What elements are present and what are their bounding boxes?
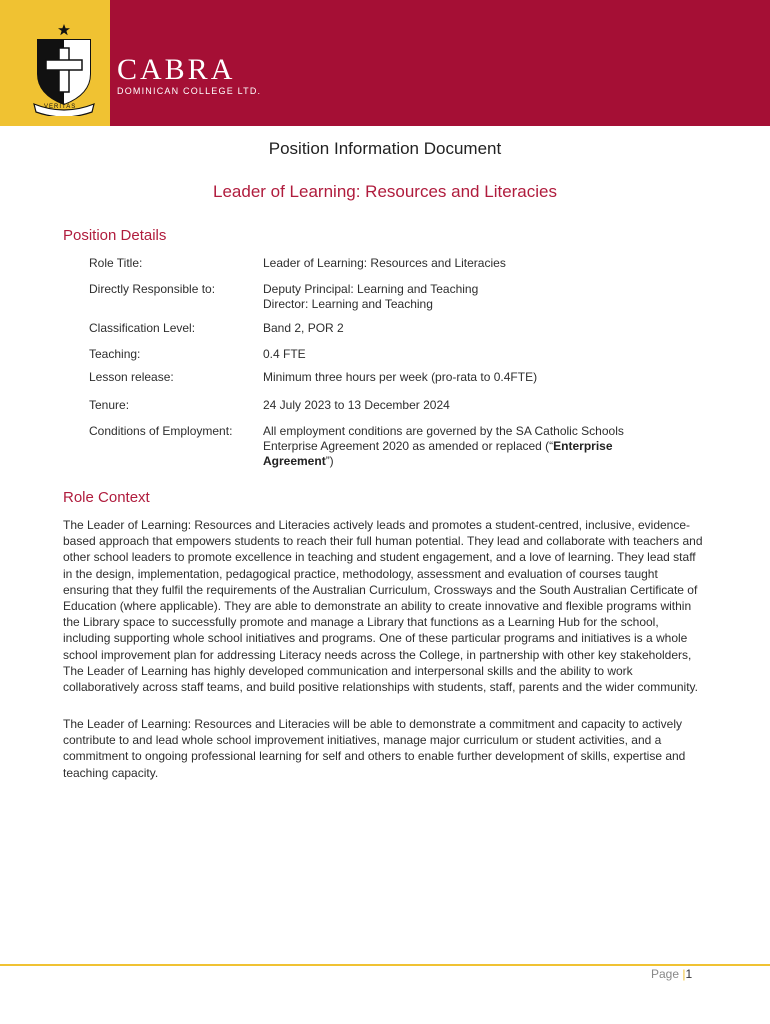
detail-label: Conditions of Employment: — [89, 424, 233, 438]
detail-label: Teaching: — [89, 347, 141, 361]
detail-value: 0.4 FTE — [263, 347, 306, 361]
detail-value: 24 July 2023 to 13 December 2024 — [263, 398, 450, 412]
conditions-text-end: ”) — [325, 454, 334, 468]
brand-name: CABRA — [117, 53, 236, 86]
header-banner — [0, 0, 770, 126]
role-context-heading: Role Context — [63, 489, 150, 506]
header-gold-panel — [0, 0, 110, 126]
detail-value — [263, 282, 663, 312]
detail-label: Lesson release: — [89, 370, 174, 384]
brand-block — [117, 53, 261, 96]
position-details-heading: Position Details — [63, 227, 167, 244]
crest-motto: VERITAS — [44, 104, 77, 110]
page-number — [651, 967, 692, 981]
brand-subtitle: DOMINICAN COLLEGE LTD. — [117, 86, 262, 96]
page-label: Page — [651, 967, 680, 981]
role-context-paragraph-2: The Leader of Learning: Resources and Literacies will be able to demonstrate a commitment and capacity to actively contribute to and lead whole school improvement initiatives, manage major curriculum or student activities, and a commitment to ongoing professional learning for self and others to enable further development of skills, expertise and teaching capacity. — [63, 717, 686, 780]
detail-value: Band 2, POR 2 — [263, 321, 344, 335]
detail-value — [263, 424, 653, 469]
enterprise-agreement-term: Enterprise Agreement — [263, 439, 613, 468]
college-crest-icon — [28, 22, 100, 116]
footer-divider — [0, 964, 770, 966]
page-number-value: 1 — [685, 967, 693, 981]
detail-label: Classification Level: — [89, 321, 196, 335]
detail-label: Directly Responsible to: — [89, 282, 216, 296]
role-title-heading: Leader of Learning: Resources and Literacies — [213, 182, 557, 201]
detail-value: Minimum three hours per week (pro-rata to 0.4FTE) — [263, 370, 538, 384]
document-title: Position Information Document — [268, 139, 502, 158]
role-context-paragraph-1: The Leader of Learning: Resources and Literacies actively leads and promotes a student-centred, inclusive, evidence-based approach that empowers students to reach their full human potential. They lead and collaborate with teachers and other school leaders to promote excellence in teaching and student engagement, and a love of learning. They lead staff in the design, implementation, pedagogical practice, methodology, assessment and evaluation of courses taught ensuring that they fulfil the requirements of the Australian Curriculum, Crossways and the South Australian Certificate of Education (where applicable). They are able to demonstrate an ability to create innovative and flexible programs within the Library space to successfully promote and manage a Library that functions as a Learning Hub for the school, including supporting whole school initiatives and programs. One of these particular programs and initiatives is a whole school improvement plan for addressing Literacy needs across the College, in partnership with other key stakeholders, The Leader of Learning has highly developed communication and interpersonal skills and the ability to work collaboratively across staff teams, and build positive relationships with students, staff, parents and the wider community. — [63, 518, 703, 695]
detail-value-line: Deputy Principal: Learning and Teaching — [263, 282, 479, 296]
detail-label: Tenure: — [89, 398, 130, 412]
detail-label: Role Title: — [89, 256, 143, 270]
detail-value: Leader of Learning: Resources and Literacies — [263, 256, 506, 270]
detail-value-line: Director: Learning and Teaching — [263, 297, 433, 311]
conditions-text: All employment conditions are governed by the SA Catholic Schools Enterprise Agreement 2020 as amended or replaced (“ — [263, 424, 624, 453]
page-separator: | — [682, 967, 686, 981]
